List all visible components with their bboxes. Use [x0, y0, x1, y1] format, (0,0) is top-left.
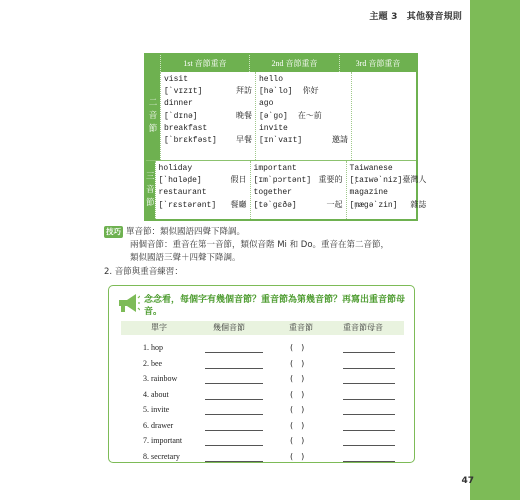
practice-word: 8. secretary: [143, 451, 180, 461]
ipa-line: [164, 86, 252, 98]
page-number: 47: [461, 476, 474, 486]
word: restaurant: [158, 188, 207, 198]
note-line-2: 兩個音節：重音在第一音節，類似音階 Mi 和 Do。重音在第二音節，: [130, 240, 390, 250]
stressed-vowel-blank[interactable]: [343, 352, 395, 353]
ipa: [təˋgɛðə]: [253, 200, 297, 210]
label-char: 音: [146, 184, 155, 195]
syllable-count-blank[interactable]: [205, 430, 263, 431]
ipa-line: [254, 175, 343, 187]
header-second-syllable: 2nd 音節重音: [249, 55, 339, 72]
stressed-vowel-blank[interactable]: [343, 430, 395, 431]
syllable-count-blank[interactable]: [205, 399, 263, 400]
megaphone-icon: [116, 292, 140, 314]
table-header-row: [146, 55, 416, 72]
ipa: [ˋbrɛkfəst]: [164, 136, 217, 146]
ipa-line: [159, 175, 247, 187]
gloss: 假日: [230, 176, 247, 186]
note-line-1: [104, 226, 245, 238]
stressed-vowel-blank[interactable]: [343, 445, 395, 446]
header-syllables: 幾個音節: [213, 323, 245, 332]
syllable-count-blank[interactable]: [205, 352, 263, 353]
two-syllable-col2: [255, 72, 351, 160]
ipa-line: [350, 200, 427, 212]
gloss: 早餐: [236, 136, 252, 146]
ipa-line: [259, 86, 348, 98]
stress-table: [144, 53, 427, 221]
word: hello: [259, 75, 284, 84]
stress-answer-parens[interactable]: ( ): [290, 436, 305, 445]
three-syllable-col3: [346, 161, 430, 219]
ipa: [ˋrɛstərənt]: [158, 200, 217, 210]
syllable-count-blank[interactable]: [205, 368, 263, 369]
stressed-vowel-blank[interactable]: [343, 414, 395, 415]
section-heading: 2. 音節與重音練習：: [104, 267, 183, 277]
stressed-vowel-blank[interactable]: [343, 383, 395, 384]
header-word: 單字: [151, 323, 167, 332]
syllable-count-blank[interactable]: [205, 383, 263, 384]
ipa-line: [164, 135, 252, 147]
two-syllable-group: [146, 72, 416, 161]
word: invite: [259, 123, 288, 133]
header-third-syllable: 3rd 音節重音: [339, 55, 416, 72]
word: ago: [259, 99, 274, 109]
ipa-line: [259, 111, 348, 123]
label-char: 節: [146, 197, 155, 208]
ipa: [ɪmˋpɔrtənt]: [253, 176, 312, 186]
gloss: 晚餐: [236, 111, 252, 121]
header-vowel: 重音節母音: [343, 323, 383, 332]
ipa: [həˋlo]: [259, 87, 293, 97]
word: magazine: [349, 188, 388, 198]
gloss: 餐廳: [230, 200, 247, 210]
ipa: [ˋhɑlə͵de]: [158, 176, 202, 186]
group-label-two-syllables: [146, 72, 160, 160]
word: important: [253, 164, 297, 173]
three-syllable-col2: [250, 161, 346, 219]
gloss: 雜誌: [410, 200, 427, 210]
stress-answer-parens[interactable]: ( ): [290, 358, 305, 368]
gloss: 重要的: [318, 176, 343, 186]
stress-answer-parens[interactable]: ( ): [290, 389, 305, 399]
practice-word: 1. hop: [143, 343, 163, 352]
header-corner: [146, 55, 160, 72]
syllable-count-blank[interactable]: [205, 414, 263, 415]
word: holiday: [158, 164, 193, 173]
stress-answer-parens[interactable]: ( ): [290, 374, 305, 383]
word: Taiwanese: [349, 164, 393, 173]
label-char: 二: [148, 97, 158, 108]
gloss: 邀請: [332, 136, 348, 146]
label-char: 音: [148, 110, 158, 121]
word: together: [253, 188, 292, 198]
gloss: 一起: [326, 200, 343, 210]
ipa-line: [350, 175, 427, 187]
ipa: [əˋgo]: [259, 111, 288, 121]
practice-prompt: 念念看，每個字有幾個音節？重音節為第幾音節？再寫出重音節母音。: [144, 295, 406, 317]
two-syllable-col1: [160, 72, 255, 160]
word: breakfast: [164, 123, 208, 133]
ipa: [ˋdɪnə]: [164, 111, 198, 121]
header-first-syllable: 1st 音節重音: [160, 55, 249, 72]
group-label-three-syllables: [146, 161, 155, 219]
page-edge-strip: [470, 0, 520, 500]
stressed-vowel-blank[interactable]: [343, 461, 395, 462]
header-stress: 重音節: [289, 323, 313, 332]
stress-answer-parens[interactable]: ( ): [290, 343, 305, 352]
stress-answer-parens[interactable]: ( ): [290, 420, 305, 430]
gloss: 你好: [302, 87, 319, 97]
stress-answer-parens[interactable]: ( ): [290, 405, 305, 414]
practice-word: 6. drawer: [143, 420, 174, 430]
chapter-header: 主題 3 其他發音規則: [369, 12, 462, 22]
two-syllable-col3: [351, 72, 416, 160]
ipa: [͵mægəˋzin]: [349, 200, 398, 210]
gloss: 臺灣人: [402, 176, 427, 186]
three-syllable-group: [146, 161, 427, 219]
note-line-3: 類似國語三聲＋四聲下降調。: [130, 253, 241, 263]
practice-word: 5. invite: [143, 405, 170, 414]
ipa: [ˋvɪzɪt]: [164, 87, 203, 97]
ipa: [͵taɪwəˋniz]: [349, 176, 403, 186]
word: dinner: [164, 99, 193, 109]
syllable-count-blank[interactable]: [205, 445, 263, 446]
practice-word: 4. about: [143, 389, 169, 399]
practice-word: 7. important: [143, 436, 183, 445]
label-char: 節: [148, 123, 158, 134]
stressed-vowel-blank[interactable]: [343, 399, 395, 400]
word: visit: [164, 75, 189, 84]
ipa-line: [159, 200, 247, 212]
stressed-vowel-blank[interactable]: [343, 368, 395, 369]
tip-badge: 技巧: [106, 227, 121, 236]
practice-word: 3. rainbow: [143, 374, 178, 383]
note-text: 單音節：類似國語四聲下降調。: [126, 227, 246, 237]
gloss: 拜訪: [236, 87, 252, 97]
ipa-line: [259, 135, 348, 147]
label-char: 三: [146, 171, 155, 182]
ipa-line: [164, 111, 252, 123]
stress-answer-parens[interactable]: ( ): [290, 451, 305, 461]
syllable-count-blank[interactable]: [205, 461, 263, 462]
practice-word: 2. bee: [143, 358, 163, 368]
three-syllable-col1: [155, 161, 250, 219]
gloss: 在～前: [297, 111, 322, 121]
ipa-line: [254, 200, 343, 212]
ipa: [ɪnˋvaɪt]: [259, 136, 303, 146]
practice-box: [108, 285, 415, 463]
